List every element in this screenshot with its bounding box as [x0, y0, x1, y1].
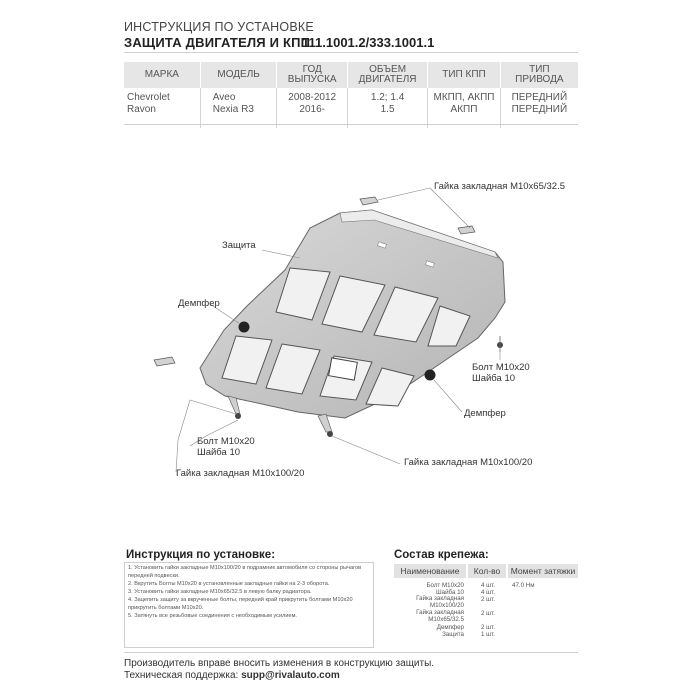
damper-right	[425, 370, 436, 381]
col-brand: МАРКА	[124, 62, 200, 88]
fastener-qty: 4 шт.	[481, 582, 495, 589]
damper-left	[239, 322, 250, 333]
fastener-name: Болт М10х20	[426, 582, 464, 589]
part-code: 111.1001.2/333.1001.1	[302, 35, 435, 50]
fastener-name: Защита	[442, 631, 464, 638]
col-engine: ОБЪЕМ ДВИГАТЕЛЯ	[347, 62, 427, 88]
fasteners-col-name: Наименование	[394, 564, 466, 578]
support-email[interactable]: supp@rivalauto.com	[241, 670, 340, 681]
label-bolt-left: Болт М10х20 Шайба 10	[197, 436, 255, 458]
fastener-name: Шайба 10	[435, 589, 464, 596]
instructions-title: Инструкция по установке:	[126, 549, 276, 561]
label-damper-left: Демпфер	[178, 298, 220, 309]
instruction-step: 4. Зацепить защиту за вкрученные болты, передний край прикрутить болтами М10х20	[128, 597, 353, 603]
fasteners-title: Состав крепежа:	[394, 549, 489, 561]
cell-engine: 1.2; 1.4 1.5	[347, 88, 427, 128]
col-drive: ТИП ПРИВОДА	[500, 62, 578, 88]
fastener-qty: 2 шт.	[481, 610, 495, 617]
cell-drive: ПЕРЕДНИЙ ПЕРЕДНИЙ	[511, 92, 568, 115]
cell-gearbox: МКПП, АКПП АКПП	[428, 88, 501, 128]
cell-year: 2008-2012 2016-	[277, 88, 348, 128]
label-bolt-right: Болт М10х20 Шайба 10	[472, 362, 530, 384]
cell-model: Aveo Nexia R3	[200, 88, 277, 128]
fasteners-col-qty: Кол-во	[468, 564, 506, 578]
nut-plate	[458, 226, 475, 234]
fastener-qty: 4 шт.	[481, 589, 495, 596]
label-nut-bottom-right: Гайка закладная М10х100/20	[404, 457, 533, 468]
access-hatch	[329, 358, 358, 380]
instruction-step: 3. Установить гайки закладные М10х65/32.5 в левую балку радиатора.	[128, 589, 312, 595]
nut-plate	[360, 197, 378, 205]
fastener-name: Гайка закладная М10х100/20	[416, 595, 464, 609]
nut-plate	[154, 357, 175, 366]
fastener-qty: 1 шт.	[481, 631, 495, 638]
fastener-qty: 2 шт.	[481, 624, 495, 631]
label-damper-right: Демпфер	[464, 408, 506, 419]
label-nut-top: Гайка закладная М10х65/32.5	[434, 181, 566, 192]
instruction-step: 5. Затянуть все резьбовые соединения с необходимым усилием.	[128, 613, 297, 619]
fastener-qty: 2 шт.	[481, 596, 495, 603]
label-nut-bottom-left: Гайка закладная М10х100/20	[176, 468, 305, 479]
instruction-step: прикрутить болтами М10х20.	[128, 605, 204, 611]
fastener-torque: 47.0 Нм	[512, 582, 535, 589]
cell-brand: Chevrolet Ravon	[124, 88, 200, 128]
label-shield: Защита	[222, 240, 256, 251]
footer-rule	[124, 652, 578, 653]
instruction-step: 1. Установить гайки закладные М10х100/20 в подрамник автомобиля со стороны рычагов	[128, 565, 362, 571]
col-model: МОДЕЛЬ	[200, 62, 277, 88]
fastener-name: Гайка закладная М10х65/32.5	[416, 609, 464, 623]
fasteners-col-torque: Момент затяжки	[508, 564, 578, 578]
instruction-step: 2. Вкрутить Болты М10х20 в установленные закладные гайки на 2-3 оборота.	[128, 581, 330, 587]
support-label: Техническая поддержка:	[124, 670, 239, 681]
doc-title-line1: ИНСТРУКЦИЯ ПО УСТАНОВКЕ	[124, 20, 314, 34]
instruction-step: передней подвески.	[128, 573, 180, 579]
fastener-name: Демпфер	[436, 624, 464, 631]
footer-notice: Производитель вправе вносить изменения в конструкцию защиты.	[124, 658, 435, 669]
footer-support	[124, 670, 340, 681]
col-gearbox: ТИП КПП	[428, 62, 501, 88]
col-year: ГОД ВЫПУСКА	[277, 62, 348, 88]
doc-title-line2: ЗАЩИТА ДВИГАТЕЛЯ И КПП	[124, 35, 311, 50]
